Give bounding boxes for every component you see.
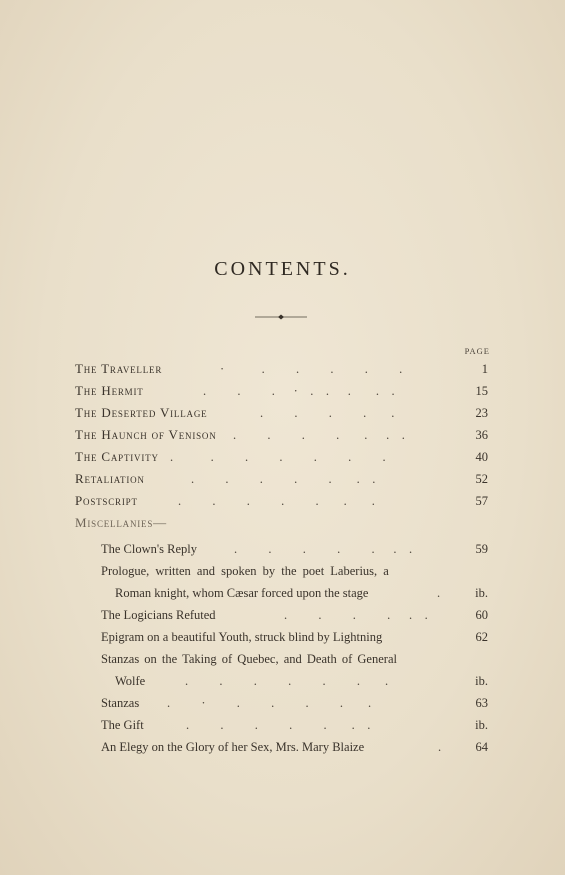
page-column-label: PAGE bbox=[464, 346, 490, 356]
toc-entry-title: Stanzas bbox=[101, 696, 140, 710]
toc-entry bbox=[101, 694, 488, 712]
contents-heading: CONTENTS. bbox=[214, 258, 351, 280]
toc-entry-title: Wolfe bbox=[115, 674, 146, 688]
toc-entry bbox=[75, 404, 488, 422]
toc-entry-title: The Gift bbox=[101, 718, 144, 732]
toc-entry-title: The Deserted Village bbox=[75, 405, 208, 420]
toc-entry-title: Prologue, written and spoken by the poet Laberius, a bbox=[101, 564, 389, 578]
toc-entry-page: 57 bbox=[475, 494, 488, 508]
dot-leader: . bbox=[438, 740, 442, 754]
dot-leader: . . . . . . . bbox=[170, 450, 386, 464]
toc-entry bbox=[101, 562, 488, 580]
toc-entry-title: An Elegy on the Glory of her Sex, Mrs. Mary Blaize bbox=[101, 740, 365, 754]
toc-entry-title: Miscellanies— bbox=[75, 515, 167, 530]
toc-entry-page: 64 bbox=[475, 740, 488, 754]
toc-entry bbox=[75, 360, 488, 378]
toc-entry-title: Stanzas on the Taking of Quebec, and Death of General bbox=[101, 652, 397, 666]
toc-entry-title: The Traveller bbox=[75, 361, 163, 376]
toc-entry-page: ib. bbox=[475, 586, 488, 600]
toc-entry-title: Roman knight, whom Cæsar forced upon the stage bbox=[115, 586, 369, 600]
toc-entry-page: 15 bbox=[475, 384, 488, 398]
toc-entry bbox=[115, 672, 488, 690]
toc-entry-page: 40 bbox=[475, 450, 488, 464]
ornament-divider-icon bbox=[254, 312, 308, 322]
toc-entry-title: Epigram on a beautiful Youth, struck blind by Lightning bbox=[101, 630, 383, 644]
toc-entry bbox=[75, 382, 488, 400]
dot-leader: . . . . . . . bbox=[234, 542, 413, 556]
toc-entry-title: The Captivity bbox=[75, 449, 159, 464]
toc-entry bbox=[75, 470, 488, 488]
dot-leader: . . . . . . . bbox=[178, 494, 375, 508]
dot-leader: · . . . . . bbox=[220, 362, 403, 376]
toc-entry-page: 52 bbox=[475, 472, 488, 486]
toc-entry-page: 62 bbox=[475, 630, 488, 644]
toc-entry-title: The Hermit bbox=[75, 383, 144, 398]
dot-leader: . . . · . . . . . bbox=[203, 384, 395, 398]
toc-entry-page: 60 bbox=[475, 608, 488, 622]
toc-entry-page: 23 bbox=[475, 406, 488, 420]
dot-leader: . · . . . . . bbox=[167, 696, 372, 710]
dot-leader: . . . . . . . bbox=[233, 428, 405, 442]
toc-entry-title: The Clown's Reply bbox=[101, 542, 197, 556]
dot-leader: . bbox=[437, 586, 441, 600]
dot-leader: . . . . . bbox=[260, 406, 395, 420]
toc-entry bbox=[101, 606, 488, 624]
toc-entry-title: The Logicians Refuted bbox=[101, 608, 216, 622]
toc-entry-title: Postscript bbox=[75, 493, 138, 508]
toc-entry-page: ib. bbox=[475, 718, 488, 732]
dot-leader: . . . . . . bbox=[284, 608, 428, 622]
toc-entry bbox=[115, 584, 488, 602]
toc-entry-page: 36 bbox=[475, 428, 488, 442]
toc-entry bbox=[101, 716, 488, 734]
toc-entry bbox=[75, 426, 488, 444]
toc-entry bbox=[101, 650, 488, 668]
dot-leader: . . . . . . . bbox=[191, 472, 376, 486]
toc-entry-title: Retaliation bbox=[75, 471, 145, 486]
toc-entry-page: 59 bbox=[475, 542, 488, 556]
toc-entry bbox=[101, 738, 488, 756]
toc-entry bbox=[75, 448, 488, 466]
toc-entry-title: The Haunch of Venison bbox=[75, 427, 217, 442]
dot-leader: . . . . . . . bbox=[185, 674, 389, 688]
toc-entry-page: 1 bbox=[481, 362, 488, 376]
toc-entry-page: ib. bbox=[475, 674, 488, 688]
toc-entry-page: 63 bbox=[475, 696, 488, 710]
toc-entry bbox=[75, 492, 488, 510]
dot-leader: . . . . . . . bbox=[186, 718, 371, 732]
toc-entry bbox=[101, 540, 488, 558]
toc-section-heading bbox=[75, 514, 488, 532]
toc-entry bbox=[101, 628, 488, 646]
